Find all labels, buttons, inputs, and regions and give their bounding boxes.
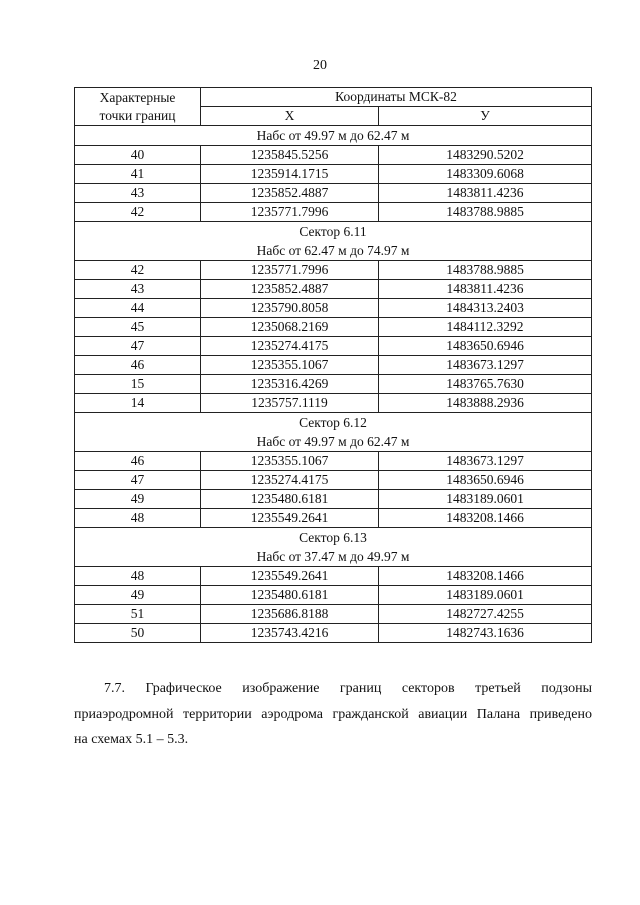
cell-y: 1483888.2936 [379,394,592,413]
cell-y: 1483788.9885 [379,261,592,280]
cell-x: 1235771.7996 [201,203,379,222]
table-row [75,356,592,375]
cell-point: 43 [75,184,201,203]
cell-x: 1235852.4887 [201,184,379,203]
section-header [75,126,592,146]
coordinates-table [74,87,592,643]
cell-x: 1235852.4887 [201,280,379,299]
cell-point: 44 [75,299,201,318]
table-row [75,337,592,356]
cell-point: 47 [75,337,201,356]
cell-point: 15 [75,375,201,394]
table-row [75,394,592,413]
table-row [75,184,592,203]
paragraph-line-3: на схемах 5.1 – 5.3. [74,732,189,747]
cell-point: 43 [75,280,201,299]
table-row [75,280,592,299]
cell-point: 46 [75,452,201,471]
cell-point: 50 [75,624,201,643]
cell-point: 40 [75,146,201,165]
section-altitude-range: Набс от 49.97 м до 62.47 м [256,128,410,143]
section-header [75,222,592,261]
cell-x: 1235790.8058 [201,299,379,318]
cell-x: 1235355.1067 [201,356,379,375]
cell-point: 51 [75,605,201,624]
cell-point: 14 [75,394,201,413]
cell-y: 1483208.1466 [379,509,592,528]
cell-x: 1235549.2641 [201,509,379,528]
cell-y: 1483811.4236 [379,280,592,299]
paragraph-line-2: приаэродромной территории аэродрома гражданской авиации Палана приведено [74,706,592,722]
section-title: Сектор 6.11 [299,224,367,239]
section-altitude-range: Набс от 62.47 м до 74.97 м [256,243,410,258]
header-coordinates: Координаты МСК-82 [201,88,592,107]
cell-y: 1483788.9885 [379,203,592,222]
cell-x: 1235316.4269 [201,375,379,394]
table-row [75,375,592,394]
cell-x: 1235068.2169 [201,318,379,337]
cell-y: 1483189.0601 [379,490,592,509]
cell-y: 1483673.1297 [379,452,592,471]
cell-y: 1483189.0601 [379,586,592,605]
paragraph-7-7 [74,676,592,753]
cell-x: 1235480.6181 [201,490,379,509]
table-row [75,605,592,624]
table-row [75,203,592,222]
header-x: Х [201,107,379,126]
table-row [75,490,592,509]
header-points-line1: Характерные [99,89,176,105]
section-header [75,413,592,452]
cell-y: 1483765.7630 [379,375,592,394]
cell-y: 1483650.6946 [379,471,592,490]
cell-point: 42 [75,261,201,280]
cell-y: 1483208.1466 [379,567,592,586]
table-row [75,586,592,605]
section-title: Сектор 6.12 [299,415,367,430]
cell-point: 48 [75,509,201,528]
cell-x: 1235549.2641 [201,567,379,586]
cell-x: 1235480.6181 [201,586,379,605]
cell-y: 1483650.6946 [379,337,592,356]
table-row [75,509,592,528]
cell-point: 48 [75,567,201,586]
table-row [75,146,592,165]
header-boundary-points [75,88,201,126]
header-points-line2: точки границ [99,107,176,123]
section-altitude-range: Набс от 37.47 м до 49.97 м [256,549,410,564]
cell-point: 45 [75,318,201,337]
cell-x: 1235274.4175 [201,337,379,356]
cell-point: 47 [75,471,201,490]
table-body [75,126,592,643]
header-y: У [379,107,592,126]
cell-x: 1235914.1715 [201,165,379,184]
cell-y: 1483811.4236 [379,184,592,203]
cell-x: 1235757.1119 [201,394,379,413]
table-row [75,261,592,280]
cell-x: 1235686.8188 [201,605,379,624]
table-row [75,318,592,337]
cell-y: 1483290.5202 [379,146,592,165]
cell-point: 46 [75,356,201,375]
cell-y: 1483673.1297 [379,356,592,375]
table-row [75,471,592,490]
cell-point: 42 [75,203,201,222]
cell-x: 1235845.5256 [201,146,379,165]
cell-point: 49 [75,490,201,509]
table-row [75,452,592,471]
section-title: Сектор 6.13 [299,530,367,545]
table-row [75,567,592,586]
paragraph-line-1: 7.7. Графическое изображение границ секторов третьей подзоны [104,681,592,696]
section-altitude-range: Набс от 49.97 м до 62.47 м [256,434,410,449]
cell-y: 1482727.4255 [379,605,592,624]
cell-y: 1484313.2403 [379,299,592,318]
section-header [75,528,592,567]
table-row [75,165,592,184]
cell-x: 1235771.7996 [201,261,379,280]
table-row [75,299,592,318]
cell-y: 1483309.6068 [379,165,592,184]
cell-x: 1235274.4175 [201,471,379,490]
cell-x: 1235355.1067 [201,452,379,471]
cell-point: 49 [75,586,201,605]
page-number: 20 [313,58,327,73]
cell-y: 1482743.1636 [379,624,592,643]
table-row [75,624,592,643]
cell-x: 1235743.4216 [201,624,379,643]
cell-point: 41 [75,165,201,184]
cell-y: 1484112.3292 [379,318,592,337]
